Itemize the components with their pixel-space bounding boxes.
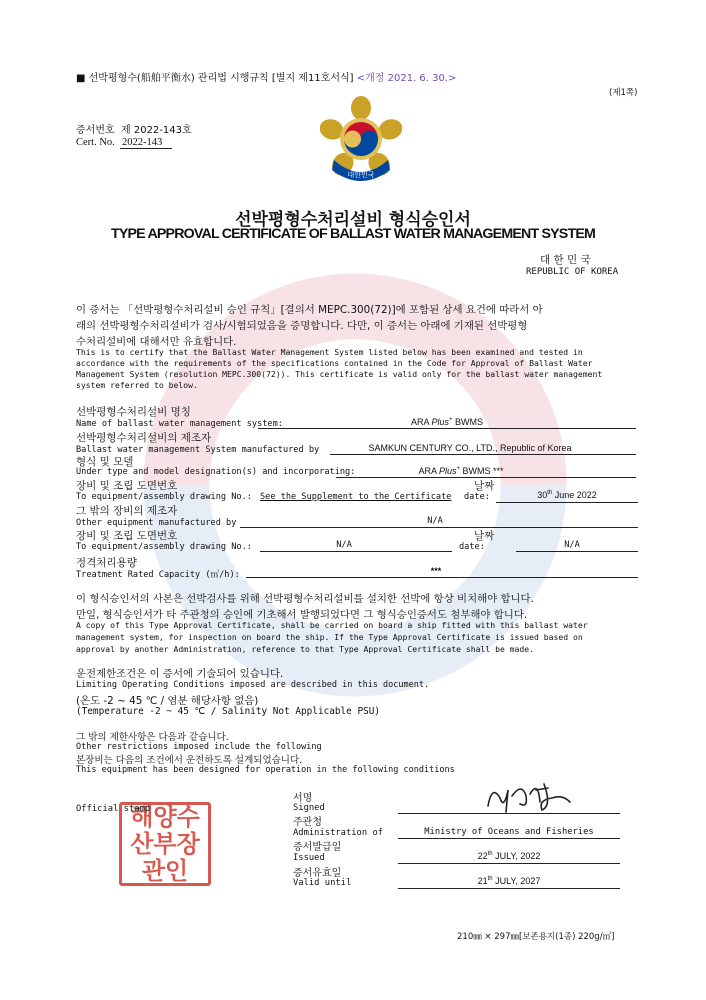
- title-ko: 선박평형수처리설비 형식승인서: [235, 210, 471, 230]
- page-mark: (제1쪽): [609, 88, 638, 98]
- admin-label-ko: 주관청: [293, 817, 322, 828]
- signed-label-en: Signed: [293, 803, 325, 813]
- manufacturer-label-ko: 선박평형수처리설비의 제조자: [76, 432, 212, 444]
- issued-label-en: Issued: [293, 853, 325, 863]
- official-stamp-seal: [119, 802, 211, 886]
- name-value: ARA Plus+ BWMS: [410, 417, 484, 427]
- valid-value: 21th JULY, 2027: [477, 876, 541, 886]
- drawing-date-label-ko: 날짜: [474, 480, 495, 492]
- other-drawing-label-ko: 장비 및 조립 도면번호: [76, 530, 178, 542]
- copy-notice-en: A copy of this Type Approval Certificate, shall be carried on board a ship fitted with this ballast water management system, for inspection on board the ship. If the Type Approval Certificate is issued based on approval by another Administration, reference to that Type Approval Certificate shall be made.: [76, 620, 588, 654]
- country-en: REPUBLIC OF KOREA: [526, 267, 619, 277]
- manufacturer-label-en: Ballast water management System manufactured by: [76, 445, 320, 455]
- restrictions-en-2: This equipment has been designed for operation in the following conditions: [76, 765, 455, 775]
- intro-en: This is to certify that the Ballast Water Management System listed below has been examined and tested in accordance with the requirements of the specifications contained in the Code for Approval of Ballast Water Management System (resolution MEPC.300(72)). This certificate is valid only for the ballast water management system referred to below.: [76, 347, 603, 390]
- model-value: ARA Plus+ BWMS ***: [418, 466, 504, 476]
- name-label-en: Name of ballast water management system:: [76, 419, 283, 429]
- other-date-label-ko: 날짜: [474, 530, 495, 542]
- conditions-en-detail: (Temperature -2 ~ 45 ℃ / Salinity Not Applicable PSU): [76, 706, 381, 717]
- restrictions-ko-2: 본장비는 다음의 조건에서 운전하도록 설계되었습니다.: [76, 755, 303, 766]
- conditions-ko-detail: (온도 -2 ~ 45 ℃ / 염분 해당사항 없음): [76, 695, 259, 707]
- capacity-label-en: Treatment Rated Capacity (㎥/h):: [76, 570, 240, 580]
- copy-notice-ko: 이 형식승인서의 사본은 선박검사를 위해 선박평형수처리설비를 설치한 선박에 항상 비치해야 합니다. 만일, 형식승인서가 타 주관청의 승인에 기초해서 발행되었다면 그 형식승인증서도 첨부해야 합니다.: [76, 593, 534, 621]
- capacity-label-ko: 정격처리용량: [76, 557, 137, 569]
- restrictions-ko-1: 그 밖의 제한사항은 다음과 같습니다.: [76, 732, 229, 743]
- model-label-ko: 형식 및 모델: [76, 456, 134, 468]
- capacity-value: ***: [430, 566, 442, 576]
- valid-label-en: Valid until: [293, 878, 352, 888]
- issued-value: 22th JULY, 2022: [477, 851, 541, 861]
- other-date-value: N/A: [564, 540, 580, 550]
- valid-label-ko: 증서유효일: [293, 868, 342, 879]
- cert-no-ko: 증서번호 제 2022-143호: [76, 125, 192, 136]
- official-stamp-label: Official stamp: [76, 804, 151, 814]
- model-label-en: Under type and model designation(s) and incorporating:: [76, 467, 356, 477]
- other-equipment-label-en: Other equipment manufactured by: [76, 518, 237, 528]
- drawing-date-label-en: date:: [464, 492, 490, 502]
- conditions-en: Limiting Operating Conditions imposed are described in this document.: [76, 680, 430, 690]
- handwritten-signature: [482, 776, 574, 818]
- drawing-label-en: To equipment/assembly drawing No.:: [76, 492, 252, 502]
- regulation-text: ■ 선박평형수(船舶平衡水) 관리법 시행규칙 [별지 제11호서식] <개정 2021. 6. 30.>: [76, 73, 457, 84]
- emblem-ribbon-text: 대한민국: [347, 171, 375, 179]
- country-ko: 대 한 민 국: [540, 254, 591, 266]
- name-label-ko: 선박평형수처리설비 명칭: [76, 406, 191, 418]
- other-drawing-value: N/A: [336, 540, 352, 550]
- drawing-value: See the Supplement to the Certificate: [260, 492, 452, 502]
- cert-no-en: Cert. No. 2022-143: [76, 137, 172, 148]
- korea-national-emblem-icon: [320, 96, 402, 192]
- manufacturer-value: SAMKUN CENTURY CO., LTD., Republic of Korea: [368, 443, 572, 453]
- admin-label-en: Administration of: [293, 828, 384, 838]
- conditions-ko: 운전제한조건은 이 증서에 기술되어 있습니다.: [76, 668, 284, 680]
- intro-ko: 이 증서는 「선박평형수처리설비 승인 규칙」[결의서 MEPC.300(72)]에 포함된 상세 요건에 따라서 아 래의 선박평형수처리설비가 검사/시험되었음을 증명합니다. 다만, 이 증서는 아래에 기재된 선박평형 수처리설비에 대해서만 유효합니다.: [76, 304, 543, 348]
- drawing-date-value: 30th June 2022: [537, 490, 597, 500]
- signed-label-ko: 서명: [293, 793, 313, 804]
- drawing-label-ko: 장비 및 조립 도면번호: [76, 480, 178, 492]
- other-equipment-value: N/A: [427, 516, 443, 526]
- other-date-label-en: date:: [459, 542, 485, 552]
- title-en: TYPE APPROVAL CERTIFICATE OF BALLAST WATER MANAGEMENT SYSTEM: [110, 226, 596, 242]
- issued-label-ko: 증서발급일: [293, 842, 342, 853]
- paper-spec: 210㎜ × 297㎜[보존용지(1종) 220g/㎡]: [457, 932, 615, 942]
- other-equipment-label-ko: 그 밖의 장비의 제조자: [76, 505, 178, 517]
- other-drawing-label-en: To equipment/assembly drawing No.:: [76, 542, 252, 552]
- admin-value: Ministry of Oceans and Fisheries: [424, 827, 594, 837]
- stamp-text: 해양수산부장관인: [130, 802, 200, 885]
- restrictions-en-1: Other restrictions imposed include the following: [76, 742, 322, 752]
